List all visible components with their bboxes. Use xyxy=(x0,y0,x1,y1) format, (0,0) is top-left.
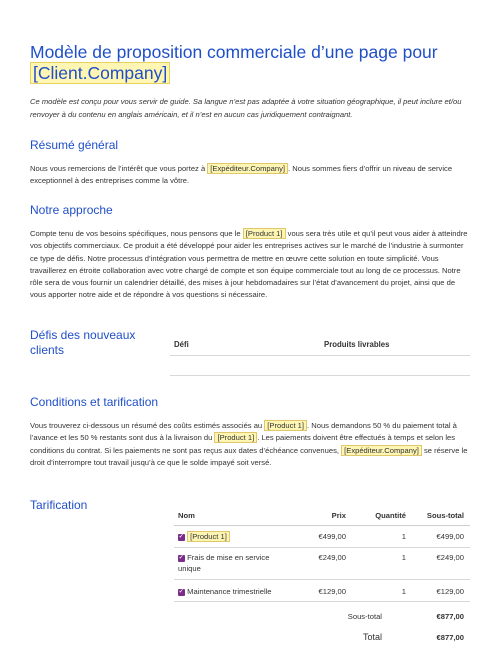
summary-heading: Résumé général xyxy=(30,138,119,152)
table-row-2-name xyxy=(178,552,288,574)
client-company-placeholder[interactable]: [Client.Company] xyxy=(30,62,170,84)
row-3-subtotal: €129,00 xyxy=(436,587,464,596)
product-placeholder-row[interactable]: [Product 1] xyxy=(187,531,230,542)
total-value: €877,00 xyxy=(436,633,464,642)
pricing-header-divider xyxy=(174,525,470,526)
terms-paragraph xyxy=(30,420,470,469)
table-row-3-name xyxy=(178,586,272,597)
challenge-col-header: Défi xyxy=(174,340,189,349)
product-placeholder[interactable]: [Product 1] xyxy=(243,228,286,239)
col-name-header: Nom xyxy=(178,511,195,520)
row-3-label: Maintenance trimestrielle xyxy=(187,587,272,596)
row-1-qty: 1 xyxy=(401,532,406,541)
col-price-header: Prix xyxy=(331,511,346,520)
page-title xyxy=(30,42,470,84)
summary-text-1: Nous vous remercions de l’intérêt que vous portez à xyxy=(30,164,206,173)
challenges-heading: Défis des nouveaux clients xyxy=(30,328,136,357)
row-3-price: €129,00 xyxy=(318,587,346,596)
challenges-divider-1 xyxy=(170,355,470,356)
row-1-subtotal: €499,00 xyxy=(436,532,464,541)
row-divider xyxy=(174,547,470,548)
approach-text-2: vous sera très utile et qu’il peut vous aider à atteindre vos objectifs commerciaux. Ce produit a été développé pour aider les entreprises actives sur le marché de l’industrie à surmonter ce type de défis. Notre processus d’intégration vous permettra de mettre en œuvre cette solution en toute simplicité. Vous travaillerez en étroite collaboration avec votre chargé de compte et son équipe commerciale tout au long de ce processus. Notre rôle sera de vous fournir un calendrier détaillé, des mises à jour hebdomadaires sur l’état d’avancement du projet, ainsi que de vous apporter notre aide et de répondre à vos questions si nécessaire. xyxy=(30,229,468,300)
row-2-qty: 1 xyxy=(401,553,406,562)
terms-text-2: . Nous demandons 50 % du paiement total à l’avance et les 50 % restants sont dus à la livraison du xyxy=(30,421,457,443)
summary-paragraph xyxy=(30,163,470,188)
intro-note: Ce modèle est conçu pour vous servir de guide. Sa langue n’est pas adaptée à votre situation géographique, il peut inclure et/ou renvoyer à du contenu en anglais américain, et il n’est en aucun cas juridiquement contraignant. xyxy=(30,97,462,119)
row-1-price: €499,00 xyxy=(318,532,346,541)
col-subtotal-header: Sous-total xyxy=(426,511,464,520)
row-2-label: Frais de mise en service unique xyxy=(178,553,270,573)
challenges-divider-2 xyxy=(170,375,470,376)
summary-text-2: . Nous sommes fiers d’offrir un niveau de service exceptionnel à des entreprises comme la vôtre. xyxy=(30,164,453,186)
checkbox-icon[interactable] xyxy=(178,534,185,541)
approach-text-1: Compte tenu de vos besoins spécifiques, nous pensons que le xyxy=(30,229,241,238)
approach-paragraph xyxy=(30,228,470,302)
product-placeholder-2[interactable]: [Product 1] xyxy=(264,420,307,431)
terms-heading: Conditions et tarification xyxy=(30,395,159,409)
terms-text-4: se réserve le droit d’interrompre tout travail jusqu’à ce que le solde impayé soit versé. xyxy=(30,445,468,467)
row-2-price: €249,00 xyxy=(318,553,346,562)
terms-text-1: Vous trouverez ci-dessous un résumé des coûts estimés associés au xyxy=(30,421,263,430)
terms-text-3: . Les paiements doivent être effectués à temps et selon les conditions du contrat. Si les paiements ne sont pas reçus aux dates d’échéance convenues, xyxy=(30,433,456,455)
row-3-qty: 1 xyxy=(401,587,406,596)
total-label: Total xyxy=(362,632,382,642)
checkbox-icon[interactable] xyxy=(178,555,185,562)
approach-heading: Notre approche xyxy=(30,203,113,217)
row-divider xyxy=(174,579,470,580)
row-2-subtotal: €249,00 xyxy=(436,553,464,562)
subtotal-value: €877,00 xyxy=(436,612,464,621)
deliverables-col-header: Produits livrables xyxy=(324,340,390,349)
product-placeholder-3[interactable]: [Product 1] xyxy=(214,432,257,443)
table-row-1-name xyxy=(178,531,230,542)
row-divider xyxy=(174,601,470,602)
col-qty-header: Quantité xyxy=(375,511,406,520)
title-text: Modèle de proposition commerciale d’une page pour xyxy=(30,42,438,62)
sender-company-placeholder[interactable]: [Expéditeur.Company] xyxy=(207,163,288,174)
sender-company-placeholder-2[interactable]: [Expéditeur.Company] xyxy=(341,445,422,456)
checkbox-icon[interactable] xyxy=(178,589,185,596)
pricing-heading: Tarification xyxy=(30,498,88,512)
subtotal-label: Sous-total xyxy=(347,612,382,621)
